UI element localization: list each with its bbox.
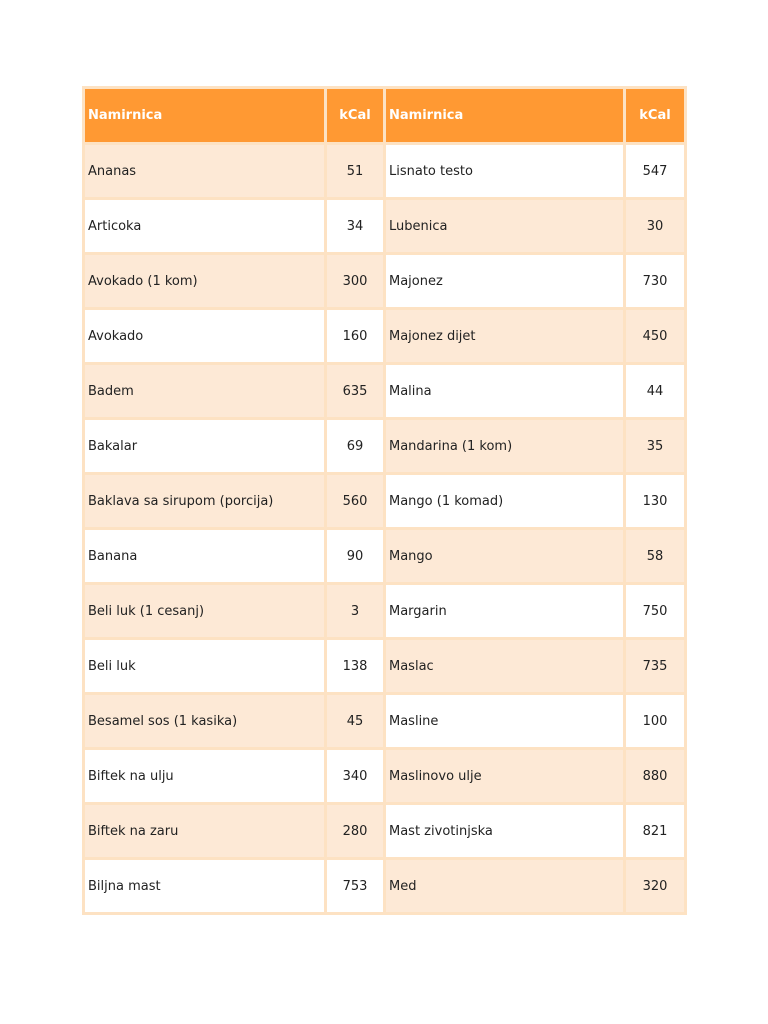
kcal-value-left: 560 bbox=[327, 475, 383, 527]
food-name-right: Malina bbox=[386, 365, 623, 417]
table-row bbox=[85, 145, 684, 197]
food-name-right: Majonez bbox=[386, 255, 623, 307]
food-name-left: Ananas bbox=[85, 145, 324, 197]
calorie-table bbox=[82, 86, 687, 915]
kcal-value-right: 30 bbox=[626, 200, 684, 252]
food-name-left: Biftek na ulju bbox=[85, 750, 324, 802]
kcal-value-left: 280 bbox=[327, 805, 383, 857]
kcal-value-right: 821 bbox=[626, 805, 684, 857]
table-row bbox=[85, 420, 684, 472]
table-row bbox=[85, 640, 684, 692]
food-name-left: Badem bbox=[85, 365, 324, 417]
kcal-value-left: 138 bbox=[327, 640, 383, 692]
food-name-left: Avokado (1 kom) bbox=[85, 255, 324, 307]
table-row bbox=[85, 310, 684, 362]
header-food-right: Namirnica bbox=[386, 89, 623, 142]
food-name-right: Mandarina (1 kom) bbox=[386, 420, 623, 472]
header-kcal-left: kCal bbox=[327, 89, 383, 142]
header-row bbox=[85, 89, 684, 142]
table-row bbox=[85, 695, 684, 747]
kcal-value-right: 35 bbox=[626, 420, 684, 472]
food-name-right: Margarin bbox=[386, 585, 623, 637]
table-body bbox=[85, 145, 684, 912]
food-name-right: Lubenica bbox=[386, 200, 623, 252]
header-food-left: Namirnica bbox=[85, 89, 324, 142]
food-name-left: Beli luk bbox=[85, 640, 324, 692]
kcal-value-right: 880 bbox=[626, 750, 684, 802]
kcal-value-right: 450 bbox=[626, 310, 684, 362]
food-name-left: Avokado bbox=[85, 310, 324, 362]
kcal-value-right: 320 bbox=[626, 860, 684, 912]
food-name-left: Bakalar bbox=[85, 420, 324, 472]
kcal-value-right: 100 bbox=[626, 695, 684, 747]
table-row bbox=[85, 255, 684, 307]
table-row bbox=[85, 750, 684, 802]
kcal-value-right: 58 bbox=[626, 530, 684, 582]
kcal-value-left: 635 bbox=[327, 365, 383, 417]
food-name-right: Mango (1 komad) bbox=[386, 475, 623, 527]
kcal-value-left: 340 bbox=[327, 750, 383, 802]
food-name-left: Biljna mast bbox=[85, 860, 324, 912]
food-name-left: Articoka bbox=[85, 200, 324, 252]
kcal-value-left: 51 bbox=[327, 145, 383, 197]
kcal-value-left: 753 bbox=[327, 860, 383, 912]
kcal-value-right: 750 bbox=[626, 585, 684, 637]
food-name-right: Med bbox=[386, 860, 623, 912]
kcal-value-left: 300 bbox=[327, 255, 383, 307]
table-row bbox=[85, 585, 684, 637]
table-row bbox=[85, 200, 684, 252]
table-row bbox=[85, 365, 684, 417]
table-row bbox=[85, 475, 684, 527]
kcal-value-left: 45 bbox=[327, 695, 383, 747]
food-name-left: Baklava sa sirupom (porcija) bbox=[85, 475, 324, 527]
kcal-value-left: 3 bbox=[327, 585, 383, 637]
kcal-value-right: 44 bbox=[626, 365, 684, 417]
kcal-value-left: 34 bbox=[327, 200, 383, 252]
kcal-value-right: 130 bbox=[626, 475, 684, 527]
food-name-left: Banana bbox=[85, 530, 324, 582]
food-name-left: Beli luk (1 cesanj) bbox=[85, 585, 324, 637]
food-name-right: Majonez dijet bbox=[386, 310, 623, 362]
food-name-left: Biftek na zaru bbox=[85, 805, 324, 857]
kcal-value-right: 730 bbox=[626, 255, 684, 307]
kcal-value-right: 547 bbox=[626, 145, 684, 197]
header-kcal-right: kCal bbox=[626, 89, 684, 142]
kcal-value-left: 90 bbox=[327, 530, 383, 582]
table-row bbox=[85, 530, 684, 582]
table-row bbox=[85, 860, 684, 912]
food-name-right: Maslac bbox=[386, 640, 623, 692]
food-name-right: Maslinovo ulje bbox=[386, 750, 623, 802]
kcal-value-right: 735 bbox=[626, 640, 684, 692]
food-name-right: Mango bbox=[386, 530, 623, 582]
kcal-value-left: 160 bbox=[327, 310, 383, 362]
food-name-left: Besamel sos (1 kasika) bbox=[85, 695, 324, 747]
food-name-right: Masline bbox=[386, 695, 623, 747]
food-name-right: Lisnato testo bbox=[386, 145, 623, 197]
kcal-value-left: 69 bbox=[327, 420, 383, 472]
table-row bbox=[85, 805, 684, 857]
food-name-right: Mast zivotinjska bbox=[386, 805, 623, 857]
